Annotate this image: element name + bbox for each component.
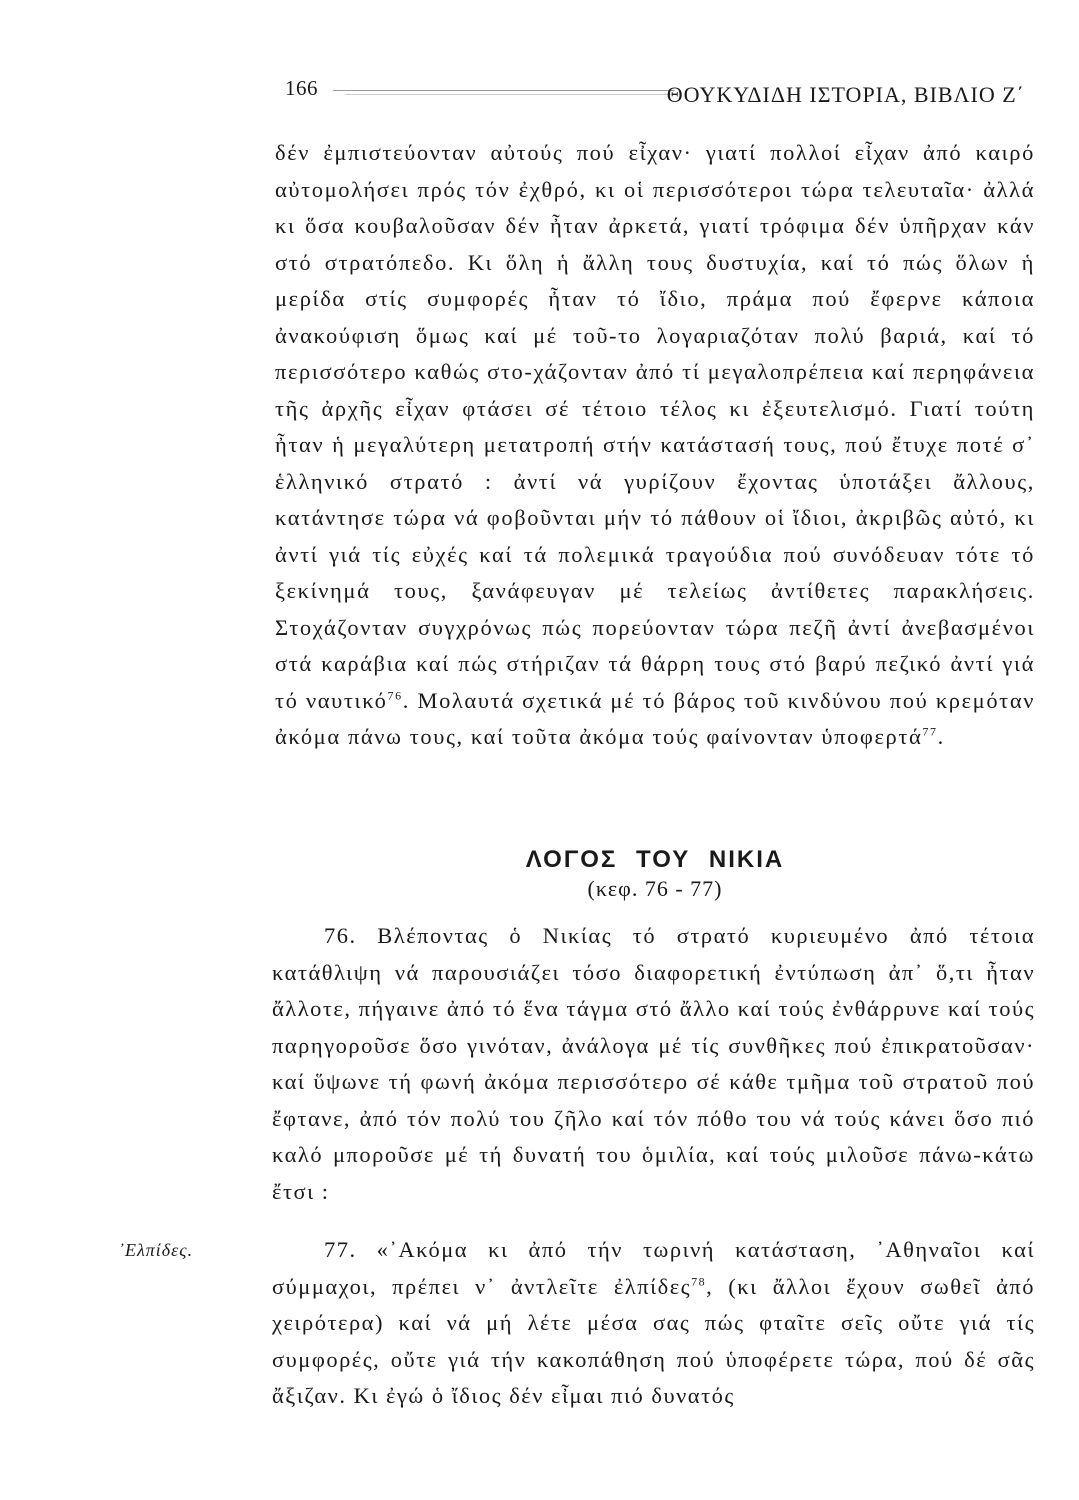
footnote-ref-78: 78 — [691, 1274, 707, 1288]
section-subtitle: (κεφ. 76 - 77) — [587, 876, 723, 901]
page-number: 166 — [285, 76, 318, 100]
section-title: ΛΟΓΟΣ ΤΟΥ ΝΙΚΙΑ — [525, 846, 785, 873]
header-rule — [333, 90, 675, 91]
running-title: ΘΟΥΚΥΔΙΔΗ ΙΣΤΟΡΙΑ, ΒΙΒΛΙΟ Ζ΄ — [666, 82, 1025, 107]
footnote-ref-77: 77 — [922, 724, 938, 739]
opening-text-part3: . — [937, 724, 945, 749]
margin-note: ᾽Ελπίδες. — [118, 1240, 194, 1260]
opening-text-part2: . Μολαυτά σχετικά μέ τό βάρος τοῦ κινδύνου πού κρεμόταν ἀκόμα πάνω τους, καί τοῦτα ἀκόμα τούς φαίνονταν ὑποφερτά — [275, 687, 1035, 749]
opening-paragraph — [275, 135, 1035, 756]
footnote-ref-76: 76 — [387, 688, 403, 702]
page-header — [285, 76, 1025, 112]
opening-text-part1: δέν ἐμπιστεύονταν αὐτούς πού εἶχαν· γιατί πολλοί εἶχαν ἀπό καιρό αὐτομολήσει πρός τόν ἐχθρό, κι οἱ περισσότεροι τώρα τελευταῖα· ἀλλά κι ὅσα κουβαλοῦσαν δέν ἦταν ἀρκετά, γιατί τρόφιμα δέν ὑπῆρχαν κάν στό στρατόπεδο. Κι ὅλη ἡ ἄλλη τους δυστυχία, καί τό πώς ὅλων ἡ μερίδα στίς συμφορές ἦταν τό ἴδιο, πράμα πού ἔφερνε κάποια ἀνακούφιση ὅμως καί μέ τοῦ-το λογαριαζόταν πολύ βαριά, καί τό περισσότερο καθώς στο-χάζονταν ἀπό τί μεγαλοπρέπεια καί περηφάνεια τῆς ἀρχῆς εἶχαν φτάσει σέ τέτοιο τέλος κι ἐξευτελισμό. Γιατί τούτη ἦταν ἡ μεγαλύτερη μετατροπή στήν κατάστασή τους, πού ἔτυχε ποτέ σ᾽ ἑλληνικό στρατό : ἀντί νά γυρίζουν ἔχοντας ὑποτάξει ἄλλους, κατάντησε τώρα νά φοβοῦνται μήν τό πάθουν οἱ ἴδιοι, ἀκριβῶς αὐτό, κι ἀντί γιά τίς εὐχές καί τά πολεμικά τραγούδια πού συνόδευαν τότε τό ξεκίνημά τους, ξανάφευγαν μέ τελείως ἀντίθετες παρακλήσεις. Στοχάζονταν συγχρόνως πώς πορεύονταν τώρα πεζῆ ἀντί ἀνεβασμένοι στά καράβια καί πώς στήριζαν τά θάρρη τους στό βαρύ πεζικό ἀντί γιά τό ναυτικό — [275, 140, 1035, 713]
paragraph-77-part2: , (κι ἄλλοι ἔχουν σωθεῖ ἀπό χειρότερα) καί νά μή λέτε μέσα σας πώς φταῖτε σεῖς οὔτε γιά τίς συμφορές, οὔτε γιά τήν κακοπάθηση πού ὑποφέρετε τώρα, πού δέ σᾶς ἄξιζαν. Κι ἐγώ ὁ ἴδιος δέν εἶμαι πιό δυνατός — [272, 1273, 1035, 1408]
paragraph-76: 76. Βλέποντας ὁ Νικίας τό στρατό κυριευμένο ἀπό τέτοια κατάθλιψη νά παρουσιάζει τόσο διαφορετική ἐντύπωση ἀπ᾽ ὅ,τι ἦταν ἄλλοτε, πήγαινε ἀπό τό ἕνα τάγμα στό ἄλλο καί τούς ἐνθάρρυνε καί τούς παρηγοροῦσε ὅσο γινόταν, ἀνάλογα μέ τίς συνθῆκες πού ἐπικρατοῦσαν· καί ὕψωνε τή φωνή ἀκόμα περισσότερο σέ κάθε τμῆμα τοῦ στρατοῦ πού ἔφτανε, ἀπό τόν πολύ του ζῆλο καί τόν πόθο του νά τούς κάνει ὅσο πιό καλό μποροῦσε μέ τή δυνατή του ὁμιλία, καί τούς μιλοῦσε πάνω-κάτω ἔτσι : — [272, 923, 1035, 1204]
paragraph-77 — [272, 1232, 1035, 1415]
paragraph-77-part1: 77. «᾽Ακόμα κι ἀπό τήν τωρινή κατάσταση, ᾽Αθηναῖοι καί σύμμαχοι, πρέπει ν᾽ ἀντλεῖτε ἐλπίδες — [272, 1237, 1035, 1299]
header-rule-secondary — [345, 94, 675, 95]
